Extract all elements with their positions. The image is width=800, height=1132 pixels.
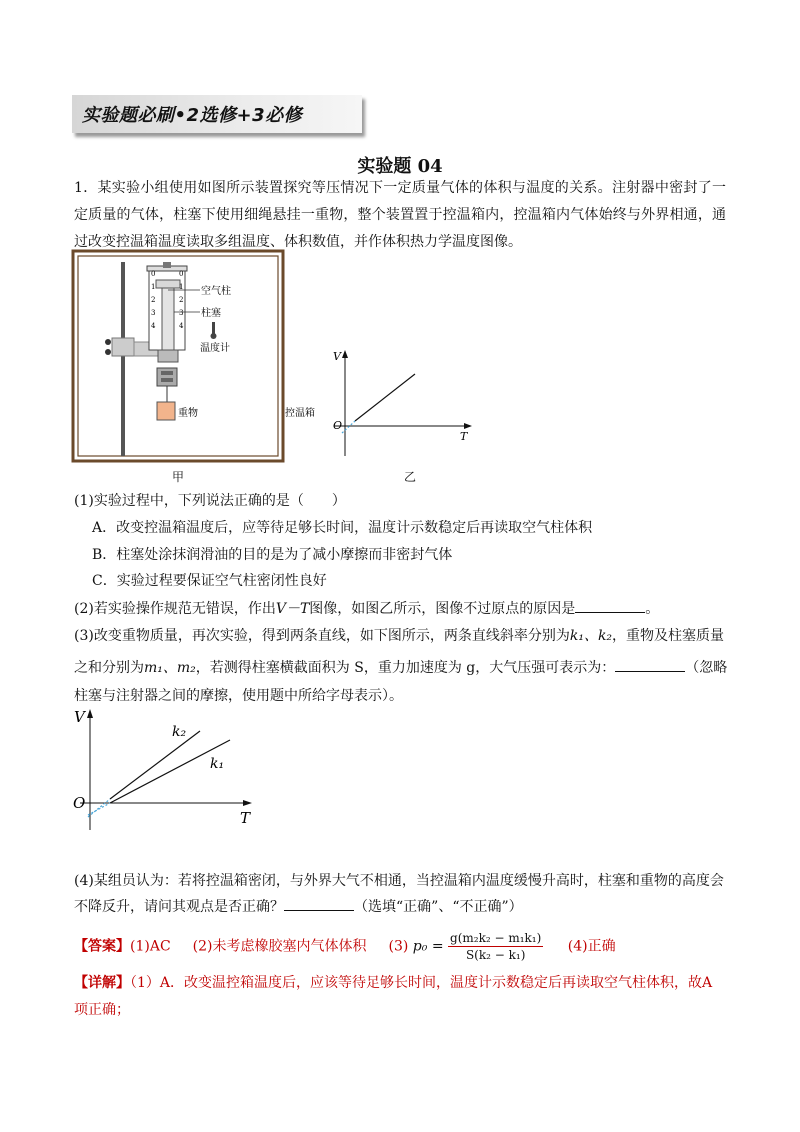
part2-blank bbox=[575, 598, 645, 613]
part1-question: (1)实验过程中，下列说法正确的是（ ） bbox=[74, 493, 346, 509]
label-k2: k₂ bbox=[172, 724, 187, 740]
part2-vt: V－T bbox=[275, 601, 310, 617]
syringe-tip bbox=[157, 368, 177, 386]
part2-text-a: (2)若实验操作规范无错误，作出 bbox=[74, 601, 276, 617]
answer-line bbox=[74, 930, 616, 963]
axis-label-t: T bbox=[460, 430, 468, 443]
stand-rod bbox=[121, 262, 125, 456]
vt-line-extrapolated bbox=[342, 421, 355, 433]
scale-right-2: 2 bbox=[179, 296, 184, 304]
scale-right-1: 1 bbox=[179, 283, 184, 291]
label-box: 控温箱 bbox=[285, 408, 315, 419]
weight bbox=[157, 402, 175, 420]
axis-label-t-2: T bbox=[240, 809, 251, 827]
axis-label-v-2: V bbox=[74, 708, 85, 726]
thermometer-icon bbox=[212, 322, 215, 334]
answer-3-lhs: p₀ = bbox=[412, 938, 444, 955]
scale-left-3: 3 bbox=[151, 309, 156, 317]
part3-text-b: ，重物及柱塞质量 bbox=[612, 628, 725, 644]
detail-text1: （1）A．改变温控箱温度后，应该等待足够长时间，温度计示数稳定后再读取空气柱体积，故A bbox=[130, 975, 713, 991]
option-c: C．实验过程要保证空气柱密闭性良好 bbox=[92, 573, 327, 589]
part3-line3: 柱塞与注射器之间的摩擦，使用题中所给字母表示）。 bbox=[74, 688, 403, 704]
part2-question bbox=[74, 598, 659, 618]
vt-line bbox=[355, 374, 415, 421]
answer-1: (1)AC bbox=[130, 938, 171, 955]
label-thermometer: 温度计 bbox=[200, 343, 230, 354]
banner-text: 实验题必刷•2选修+3必修 bbox=[82, 105, 303, 126]
answer-3-numerator: g(m₂k₂ − m₁k₁) bbox=[450, 931, 542, 945]
scale-right-4: 4 bbox=[179, 322, 184, 330]
part4-text-b: 不降反升，请问其观点是否正确？ bbox=[74, 899, 284, 915]
figure-vt-graph bbox=[330, 348, 475, 463]
label-k1: k₁ bbox=[210, 756, 225, 772]
answer-4: (4)正确 bbox=[567, 938, 616, 955]
part3-text-e: （忽略 bbox=[685, 660, 728, 676]
scale-right-3: 3 bbox=[179, 309, 184, 317]
detail-line1 bbox=[74, 972, 712, 992]
plunger bbox=[156, 280, 180, 288]
section-banner bbox=[72, 95, 362, 133]
origin-label: O bbox=[333, 419, 343, 432]
figure-two-lines bbox=[70, 705, 260, 835]
part3-text-c: 之和分别为 bbox=[74, 660, 144, 676]
part3-masses: m₁、m₂ bbox=[144, 660, 196, 676]
question-intro: 1．某实验小组使用如图所示装置探究等压情况下一定质量气体的体积与温度的关系。注射器中密封了一定质量的气体，柱塞下使用细绳悬挂一重物，整个装置置于控温箱内，控温箱内气体始终与外界相通，通过改变控温箱温度读取多组温度、体积数值，并作体积热力学温度图像。 bbox=[74, 180, 726, 250]
part4-line1: (4)某组员认为：若将控温箱密闭，与外界大气不相通，当控温箱内温度缓慢升高时，柱塞和重物的高度会 bbox=[74, 873, 724, 889]
part2-end: 。 bbox=[645, 601, 660, 617]
answer-tag: 【答案】 bbox=[74, 938, 130, 955]
part4-line2 bbox=[74, 896, 523, 916]
caption-jia: 甲 bbox=[172, 470, 185, 484]
option-b: B．柱塞处涂抹润滑油的目的是为了减小摩擦而非密封气体 bbox=[92, 547, 453, 563]
part4-text-c: （选填“正确”、“不正确”） bbox=[354, 899, 523, 915]
clamp bbox=[112, 338, 134, 356]
answer-3-label: (3) bbox=[388, 938, 409, 955]
label-weight: 重物 bbox=[178, 408, 198, 419]
part3-text-a: (3)改变重物质量，再次实验，得到两条直线，如下图所示，两条直线斜率分别为 bbox=[74, 628, 570, 644]
scale-left-2: 2 bbox=[151, 296, 156, 304]
part3-slopes: k₁、k₂ bbox=[569, 628, 613, 644]
part3-blank bbox=[615, 657, 685, 672]
detail-line2: 项正确； bbox=[74, 1002, 130, 1018]
part3-line1 bbox=[74, 625, 724, 645]
line-k2 bbox=[110, 731, 200, 799]
part2-text-b: 图像，如图乙所示，图像不过原点的原因是 bbox=[309, 601, 576, 617]
answer-2: (2)未考虑橡胶塞内气体体积 bbox=[192, 938, 367, 955]
line-k1-extrapolated bbox=[88, 803, 110, 815]
scale-left-1: 1 bbox=[151, 283, 156, 291]
caption-yi: 乙 bbox=[404, 470, 417, 484]
origin-label-2: O bbox=[73, 794, 86, 812]
part3-line2 bbox=[74, 657, 727, 677]
figure-apparatus bbox=[72, 250, 315, 465]
part3-text-d: ，若测得柱塞横截面积为 S，重力加速度为 g，大气压强可表示为： bbox=[195, 660, 616, 676]
line-k2-extrapolated bbox=[88, 799, 110, 817]
scale-left-0: 0 bbox=[151, 270, 156, 278]
label-plunger: 柱塞 bbox=[201, 308, 221, 319]
answer-3-denominator: S(k₂ − k₁) bbox=[465, 948, 526, 962]
axis-label-v: V bbox=[333, 350, 341, 363]
label-air-column: 空气柱 bbox=[201, 286, 231, 297]
page-title: 实验题 04 bbox=[357, 156, 443, 177]
scale-right-0: 0 bbox=[179, 270, 184, 278]
detail-tag: 【详解】 bbox=[74, 975, 130, 991]
option-a: A．改变控温箱温度后，应等待足够长时间，温度计示数稳定后再读取空气柱体积 bbox=[92, 520, 593, 536]
part4-blank bbox=[284, 896, 354, 911]
scale-left-4: 4 bbox=[151, 322, 156, 330]
answer-3-fraction bbox=[448, 930, 543, 963]
